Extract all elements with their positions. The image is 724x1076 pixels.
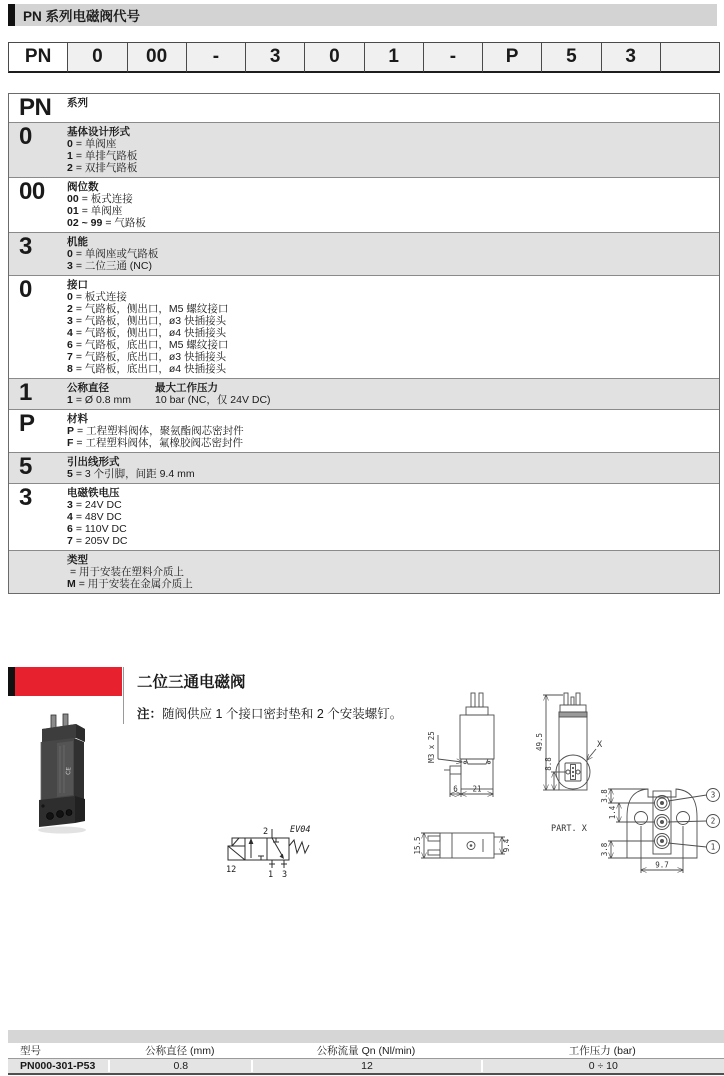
balloon-port-2: 2 [710,816,716,826]
code-option: 2 = 双排气路板 [67,162,138,174]
row-code: 3 [19,233,32,260]
top-view-drawing [413,833,511,858]
row-title: 类型 [67,554,88,566]
balloon-port-1: 1 [710,842,716,852]
page-title: PN 系列电磁阀代号 [23,9,141,24]
row-title: 公称直径 [67,382,109,394]
code-option: 0 = 板式连接 [67,291,127,303]
row-title: 接口 [67,279,88,291]
dim-15-5: 15.5 [413,836,422,855]
dim-21: 21 [472,784,482,794]
spec-header-pressure: 工作压力 (bar) [568,1045,636,1057]
row-code: 3 [19,484,32,511]
ordering-code-cell: 00 [127,42,187,73]
code-option: 0 = 单阀座或气路板 [67,248,159,260]
code-table-row-design [9,122,719,177]
spec-header-flow: 公称流量 Qn (Nl/min) [316,1045,416,1057]
part-x-detail-drawing [551,789,720,874]
code-option: 1 = 单排气路板 [67,150,138,162]
code-option: F = 工程塑料阀体，氟橡胶阀芯密封件 [67,437,243,449]
spec-table-header [8,1043,724,1059]
ordering-code-cell: PN [8,42,68,73]
valve-product-photo [30,713,100,838]
spec-flow-value: 12 [251,1060,480,1072]
code-option: 3 = 24V DC [67,499,122,511]
code-option: 7 = 205V DC [67,535,128,547]
code-option: 02 ~ 99 = 气路板 [67,217,146,229]
code-option: 01 = 单阀座 [67,205,123,217]
row-code: PN [19,94,52,121]
code-table-row-type [9,550,719,593]
dim-height: 49.5 [535,732,544,752]
spec-header-diameter: 公称直径 (mm) [145,1045,215,1057]
code-table-row-material [9,409,719,452]
section-note [137,704,402,722]
code-table-row-leads [9,452,719,483]
spec-pressure-value: 0 ÷ 10 [481,1060,724,1072]
ce-mark: CE [65,766,73,776]
spec-table-band [8,1030,724,1043]
ordering-code-cell: - [186,42,246,73]
row-title: 阀位数 [67,181,99,193]
note-text: 随阀供应 1 个接口密封垫和 2 个安装螺钉。 [162,707,403,721]
code-table-row-series [9,94,719,122]
code-option: 7 = 气路板，底出口，ø3 快插接头 [67,351,227,363]
section-divider-line [123,667,124,724]
note-label: 注： [137,707,163,721]
front-view-drawing [535,693,603,790]
code-option: 6 = 110V DC [67,523,127,535]
code-option: = 用于安装在塑料介质上 [70,566,185,578]
code-option: 2 = 气路板，侧出口，M5 螺纹接口 [67,303,229,315]
dim-1-4: 1.4 [608,805,617,820]
side-view-drawing [427,693,494,797]
section-accent-banner [8,667,122,696]
code-option: 3 = 气路板，侧出口，ø3 快插接头 [67,315,227,327]
row-code: 5 [19,453,32,480]
row-title: 材料 [67,413,88,425]
symbol-port-12: 12 [226,865,237,875]
ordering-code-cell: 3 [601,42,661,73]
symbol-port-2: 2 [263,827,269,837]
code-option: 0 = 单阀座 [67,138,117,150]
balloon-port-3: 3 [710,790,716,800]
code-option: M = 用于安装在金属介质上 [67,578,193,590]
row-code: 0 [19,276,32,303]
ordering-code-cell: 5 [541,42,601,73]
section-title: 二位三通电磁阀 [137,674,246,691]
detail-mark-x: X [597,740,603,750]
symbol-port-3: 3 [282,870,288,880]
row-code: P [19,410,35,437]
code-option: 1 = Ø 0.8 mm [67,394,131,406]
symbol-model-label: EV04 [290,825,311,835]
dim-thread: M3 x 25 [427,731,436,763]
ordering-code-cell: 0 [67,42,127,73]
spec-diameter-value: 0.8 [108,1060,251,1072]
dim-3-8-bottom: 3.8 [600,842,609,857]
code-table-row-positions [9,177,719,232]
row-title: 电磁铁电压 [67,487,120,499]
valve-schematic-symbol [220,820,320,884]
pressure-value: 10 bar (NC，仅 24V DC) [155,394,271,406]
code-option: 4 = 气路板，侧出口，ø4 快插接头 [67,327,227,339]
dim-9-4: 9.4 [502,838,511,853]
row-title: 系列 [67,97,88,109]
row-title-pressure: 最大工作压力 [155,382,218,394]
ordering-code-cell [660,42,720,73]
part-x-label: PART. X [551,824,587,834]
code-option: 4 = 48V DC [67,511,122,523]
row-code: 0 [19,123,32,150]
dim-port-offset: 8.8 [544,757,553,771]
code-table-row-ports [9,275,719,378]
dim-6: 6 [453,784,458,794]
code-option: P = 工程塑料阀体，聚氨酯阀芯密封件 [67,425,244,437]
ordering-code-cell: 1 [364,42,424,73]
code-option: 3 = 二位三通 (NC) [67,260,152,272]
spec-table-row [8,1059,724,1075]
ordering-code-row [8,42,720,73]
code-table-row-diameter [9,378,719,409]
dim-3-8-top: 3.8 [600,789,609,803]
row-code: 00 [19,178,45,205]
spec-model-value: PN000-301-P53 [20,1060,96,1072]
row-title: 引出线形式 [67,456,120,468]
ordering-code-cell: 3 [245,42,305,73]
spec-table [8,1043,724,1075]
row-code: 1 [19,379,32,406]
spec-header-model: 型号 [20,1045,41,1057]
dimension-drawings [405,685,724,890]
code-option: 8 = 气路板，底出口，ø4 快插接头 [67,363,227,375]
ordering-code-cell: - [423,42,483,73]
code-table-row-function [9,232,719,275]
row-code [9,553,67,590]
row-title: 机能 [67,236,88,248]
ordering-code-cell: P [482,42,542,73]
code-table-row-voltage [9,483,719,550]
code-option: 5 = 3 个引脚，间距 9.4 mm [67,468,195,480]
code-legend-table [8,93,720,594]
code-option: 6 = 气路板，底出口，M5 螺纹接口 [67,339,229,351]
page-title-bar [8,4,717,26]
dim-9-7: 9.7 [655,860,669,870]
row-title: 基体设计形式 [67,126,130,138]
symbol-port-1: 1 [268,870,274,880]
code-option: 00 = 板式连接 [67,193,133,205]
ordering-code-cell: 0 [304,42,364,73]
